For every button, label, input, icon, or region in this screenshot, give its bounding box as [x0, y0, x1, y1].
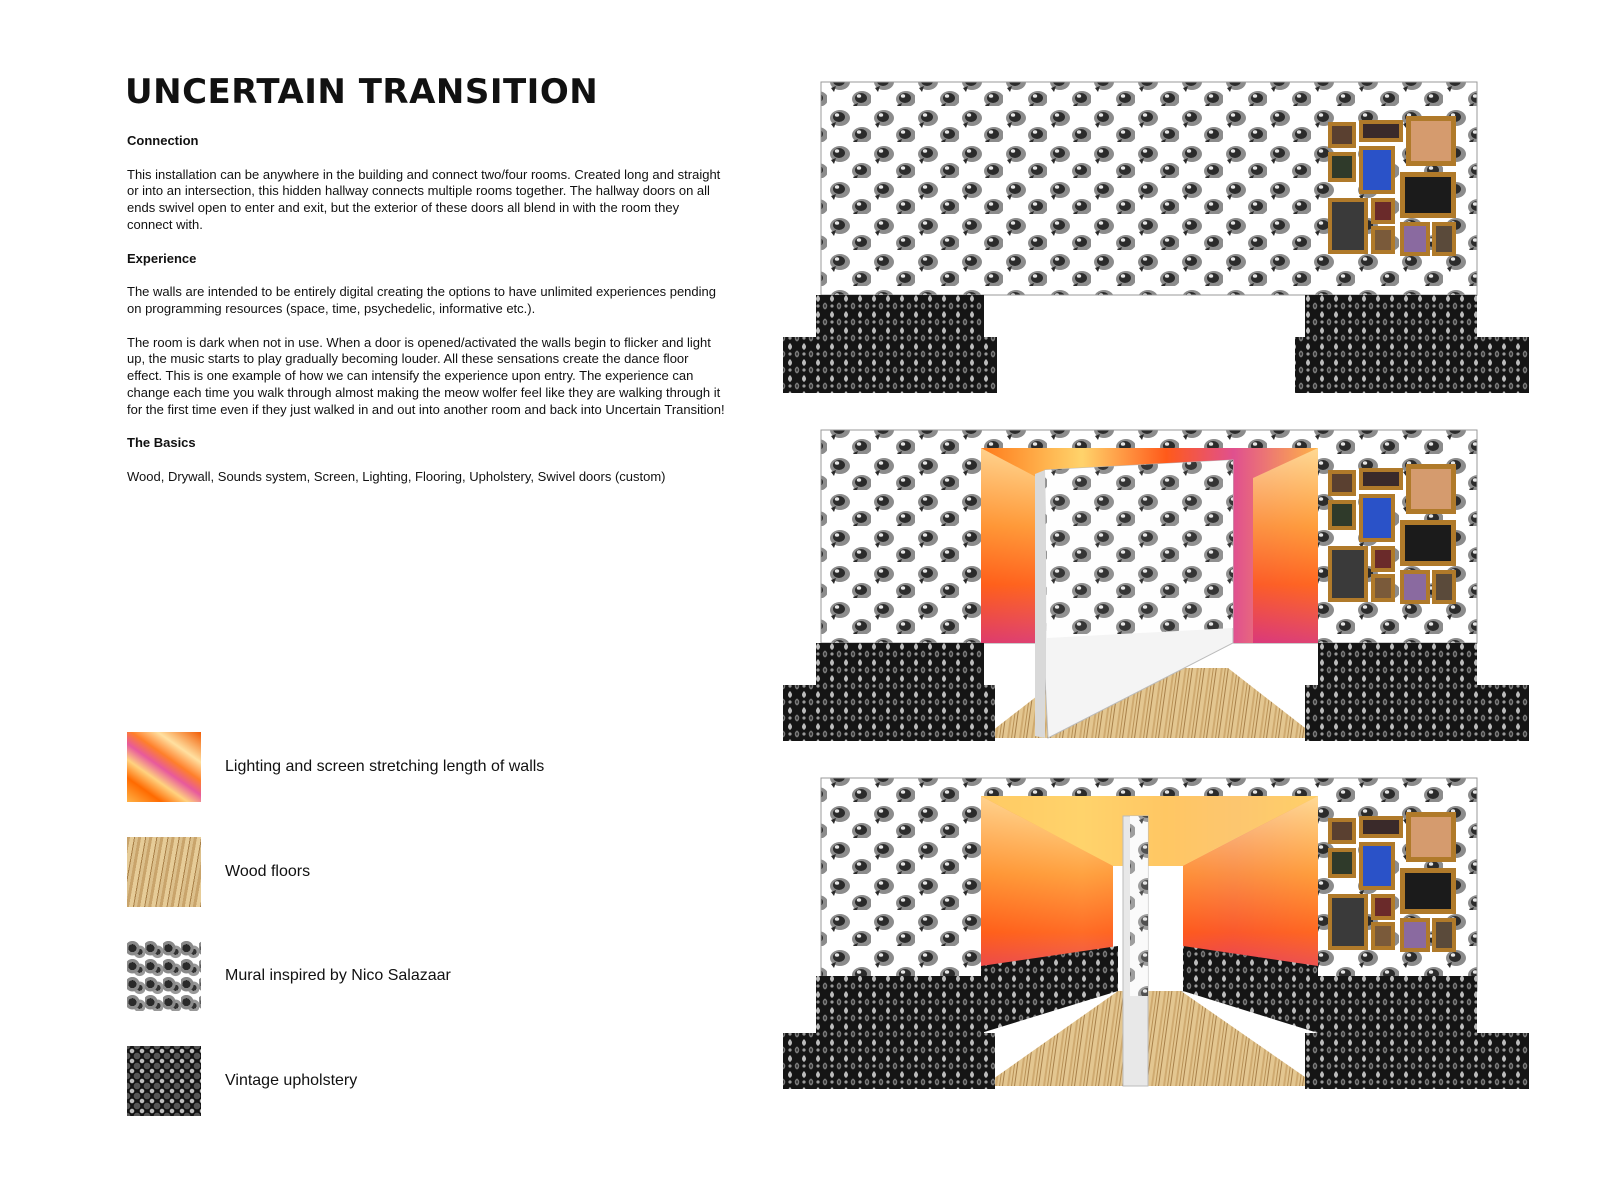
bench-right-back: [1318, 976, 1477, 1033]
mural-swatch: [127, 941, 201, 1011]
section-paragraph: The walls are intended to be entirely digital creating the options to have unlimited experiences pending on programming resources (space, time, psychedelic, informative etc.).: [127, 284, 716, 316]
bench-right-seat: [1305, 1033, 1529, 1089]
legend-label: Wood floors: [225, 863, 311, 880]
lighting-swatch: [127, 732, 201, 802]
wood-swatch: [127, 837, 201, 907]
bench-left-seat: [783, 337, 997, 393]
legend-item-mural: [127, 941, 627, 1011]
scene-closed: [783, 70, 1529, 400]
bench-left-seat: [783, 685, 995, 741]
bench-right-seat: [1295, 337, 1529, 393]
section-basics: [127, 435, 727, 485]
legend-label: Lighting and screen stretching length of walls: [225, 758, 545, 775]
section-heading: The Basics: [127, 435, 196, 451]
legend-item-wood: [127, 837, 627, 907]
section-paragraph: This installation can be anywhere in the building and connect two/four rooms. Created long and straight or into an intersection, this hidden hallway connects multiple rooms together. The hallway doors on all ends swivel open to enter and exit, but the exterior of these doors all blend in with the room they connect with.: [127, 166, 721, 232]
upholstery-swatch: [127, 1046, 201, 1116]
legend-label: Vintage upholstery: [225, 1072, 358, 1089]
bench-left-back: [816, 976, 984, 1033]
legend-item-upholstery: [127, 1046, 627, 1116]
bench-left-seat: [783, 1033, 995, 1089]
section-experience: [127, 251, 727, 419]
bench-right-back: [1305, 295, 1477, 337]
section-connection: [127, 133, 727, 234]
bench-left-back: [816, 643, 984, 685]
description: [127, 133, 727, 503]
scene-open: [783, 766, 1529, 1096]
section-heading: Experience: [127, 250, 197, 266]
section-paragraph: Wood, Drywall, Sounds system, Screen, Lighting, Flooring, Upholstery, Swivel doors (custom): [127, 468, 666, 484]
bench-right-back: [1318, 643, 1477, 685]
page-title: UNCERTAIN TRANSITION: [125, 72, 599, 112]
scene-door-opening: [783, 418, 1529, 748]
bench-right-seat: [1305, 685, 1529, 741]
legend-label: Mural inspired by Nico Salazaar: [225, 967, 451, 984]
section-heading: Connection: [127, 133, 199, 148]
section-paragraph: The room is dark when not in use. When a door is opened/activated the walls begin to flicker and light up, the music starts to play gradually becoming louder. All these sensations create the dance floor effect. This is one example of how we can intensify the experience upon entry. The experience can change each time you walk through almost making the meow wolfer feel like they are walking through it for the first time even if they just walked in and out into another room and back into Uncertain Transition!: [127, 334, 725, 417]
legend-item-lighting: [127, 732, 627, 802]
bench-left-back: [816, 295, 984, 337]
